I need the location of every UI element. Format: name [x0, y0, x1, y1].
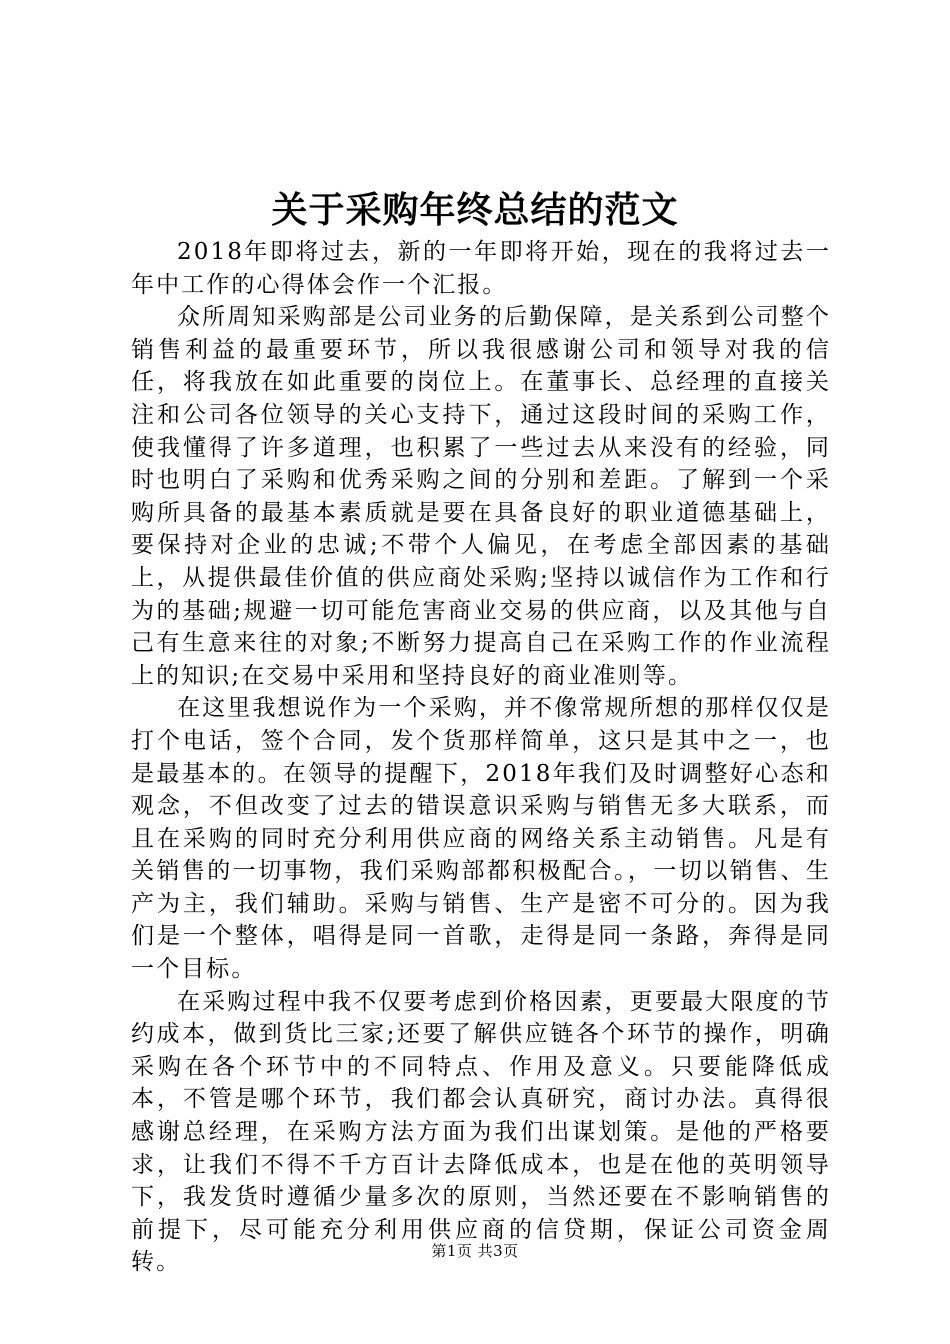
paragraph-role-of-purchasing: 众所周知采购部是公司业务的后勤保障，是关系到公司整个销售利益的最重要环节，所以我很感谢公司和领导对我的信任，将我放在如此重要的岗位上。在董事长、总经理的直接关注和公司各位领导的关心支持下，通过这段时间的采购工作，使我懂得了许多道理，也积累了一些过去从来没有的经验，同时也明白了采购和优秀采购之间的分别和差距。了解到一个采购所具备的最基本素质就是要在具备良好的职业道德基础上，要保持对企业的忠诚;不带个人偏见，在考虑全部因素的基础上，从提供最佳价值的供应商处采购;坚持以诚信作为工作和行为的基础;规避一切可能危害商业交易的供应商，以及其他与自己有生意来往的对象;不断努力提高自己在采购工作的作业流程上的知识;在交易中采用和坚持良好的商业准则等。 — [131, 304, 831, 689]
paragraph-purchasing-and-sales: 在这里我想说作为一个采购，并不像常规所想的那样仅仅是打个电话，签个合同，发个货那样简单，这只是其中之一，也是最基本的。在领导的提醒下，2018年我们及时调整好心态和观念，不但改变了过去的错误意识采购与销售无多大联系，而且在采购的同时充分利用供应商的网络关系主动销售。凡是有关销售的一切事物，我们采购部都积极配合。，一切以销售、生产为主，我们辅助。采购与销售、生产是密不可分的。因为我们是一个整体，唱得是同一首歌，走得是同一条路，奔得是同一个目标。 — [131, 695, 831, 983]
paragraph-cost-control: 在采购过程中我不仅要考虑到价格因素，更要最大限度的节约成本，做到货比三家;还要了解供应链各个环节的操作，明确采购在各个环节中的不同特点、作用及意义。只要能降低成本，不管是哪个环节，我们都会认真研究，商讨办法。真得很感谢总经理，在采购方法方面为我们出谋划策。是他的严格要求，让我们不得不千方百计去降低成本，也是在他的英明领导下，我发货时遵循少量多次的原则，当然还要在不影响销售的前提下，尽可能充分利用供应商的信贷期，保证公司资金周转。 — [131, 988, 831, 1276]
document-title: 关于采购年终总结的范文 — [271, 189, 679, 231]
document-body — [131, 236, 831, 1279]
page-number-footer: 第1页 共3页 — [431, 1242, 519, 1260]
paragraph-intro: 2018年即将过去，新的一年即将开始，现在的我将过去一年中工作的心得体会作一个汇报。 — [131, 239, 831, 298]
